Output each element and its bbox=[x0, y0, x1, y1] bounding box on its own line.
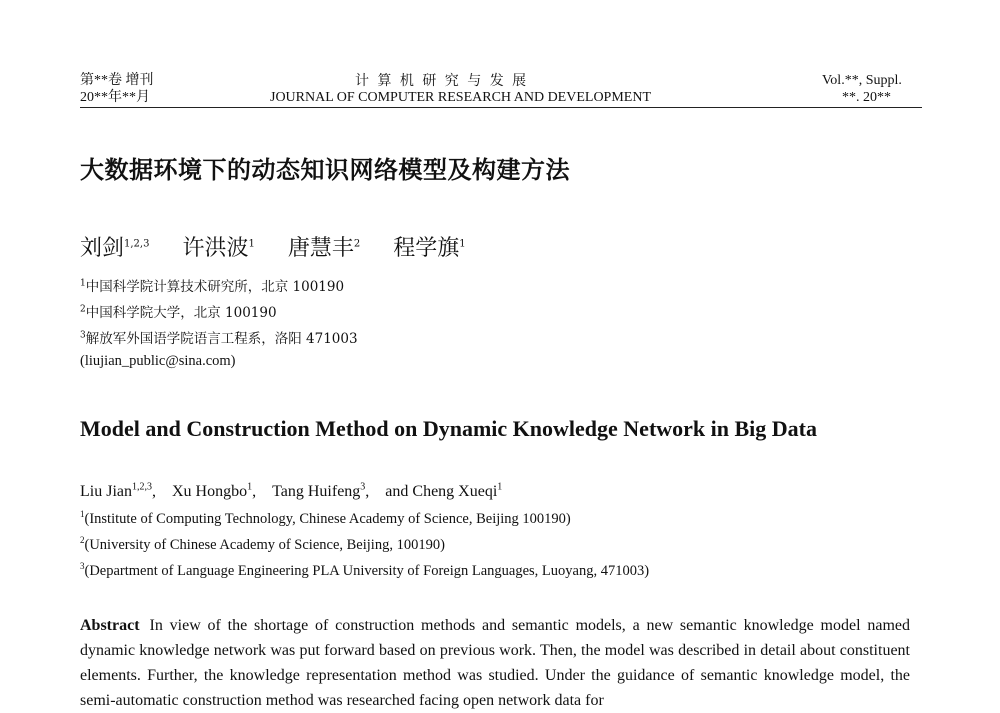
cn-affiliation: $^1$中国科学院计算技术研究所，北京 100190 bbox=[80, 278, 345, 295]
cn-title: 大数据环境下的动态知识网络模型及构建方法 bbox=[80, 156, 570, 184]
en-affiliation: $^3$(Department of Language Engineering PLA University of Foreign Languages, Luoyang, 471003) bbox=[80, 561, 650, 579]
header-volume: 第**卷 增刊 bbox=[80, 73, 154, 88]
en-affiliation: $^2$(University of Chinese Academy of Science, Beijing, 100190) bbox=[80, 535, 445, 553]
cn-author: 程学旗$^1$ bbox=[393, 236, 466, 261]
header-journal-cn: 计 算 机 研 究 与 发 展 bbox=[355, 73, 529, 89]
header-journal-en: JOURNAL OF COMPUTER RESEARCH AND DEVELOPMENT bbox=[270, 90, 652, 105]
cn-affiliation: $^3$解放军外国语学院语言工程系，洛阳 471003 bbox=[80, 330, 358, 347]
abstract-text: In view of the shortage of construction methods and semantic models, a new semantic knowledge model named dynamic knowledge network was put forward based on previous work. Then, the model was described in detail about constituent elements. Further, the knowledge representation method was studied. Under the guidance of semantic knowledge model, the semi-automatic construction method was researched facing open network data for bbox=[80, 617, 910, 709]
cn-author: 唐慧丰$^2$ bbox=[287, 236, 361, 261]
en-author: Tang Huifeng$^3$, bbox=[272, 481, 370, 500]
cn-affiliation: $^2$中国科学院大学，北京 100190 bbox=[80, 304, 277, 321]
abstract bbox=[80, 613, 910, 713]
cn-author: 刘剑$^{1,2,3}$ bbox=[80, 236, 150, 261]
header-date-en: **. 20** bbox=[842, 90, 891, 105]
en-author: and Cheng Xueqi$^1$ bbox=[385, 481, 503, 500]
header-date: 20**年**月 bbox=[80, 90, 150, 105]
header-rule bbox=[80, 107, 922, 108]
en-authors bbox=[80, 483, 502, 501]
abstract-label: Abstract bbox=[80, 617, 140, 634]
en-author: Xu Hongbo$^1$, bbox=[172, 481, 257, 500]
en-title: Model and Construction Method on Dynamic Knowledge Network in Big Data bbox=[80, 416, 818, 441]
cn-authors bbox=[80, 231, 466, 262]
en-author: Liu Jian$^{1,2,3}$, bbox=[80, 481, 156, 500]
en-affiliation: $^1$(Institute of Computing Technology, Chinese Academy of Science, Beijing 100190) bbox=[80, 509, 571, 527]
cn-author: 许洪波$^1$ bbox=[182, 236, 255, 261]
author-email: (liujian_public@sina.com) bbox=[80, 353, 236, 369]
header-vol-en: Vol.**, Suppl. bbox=[822, 73, 902, 88]
